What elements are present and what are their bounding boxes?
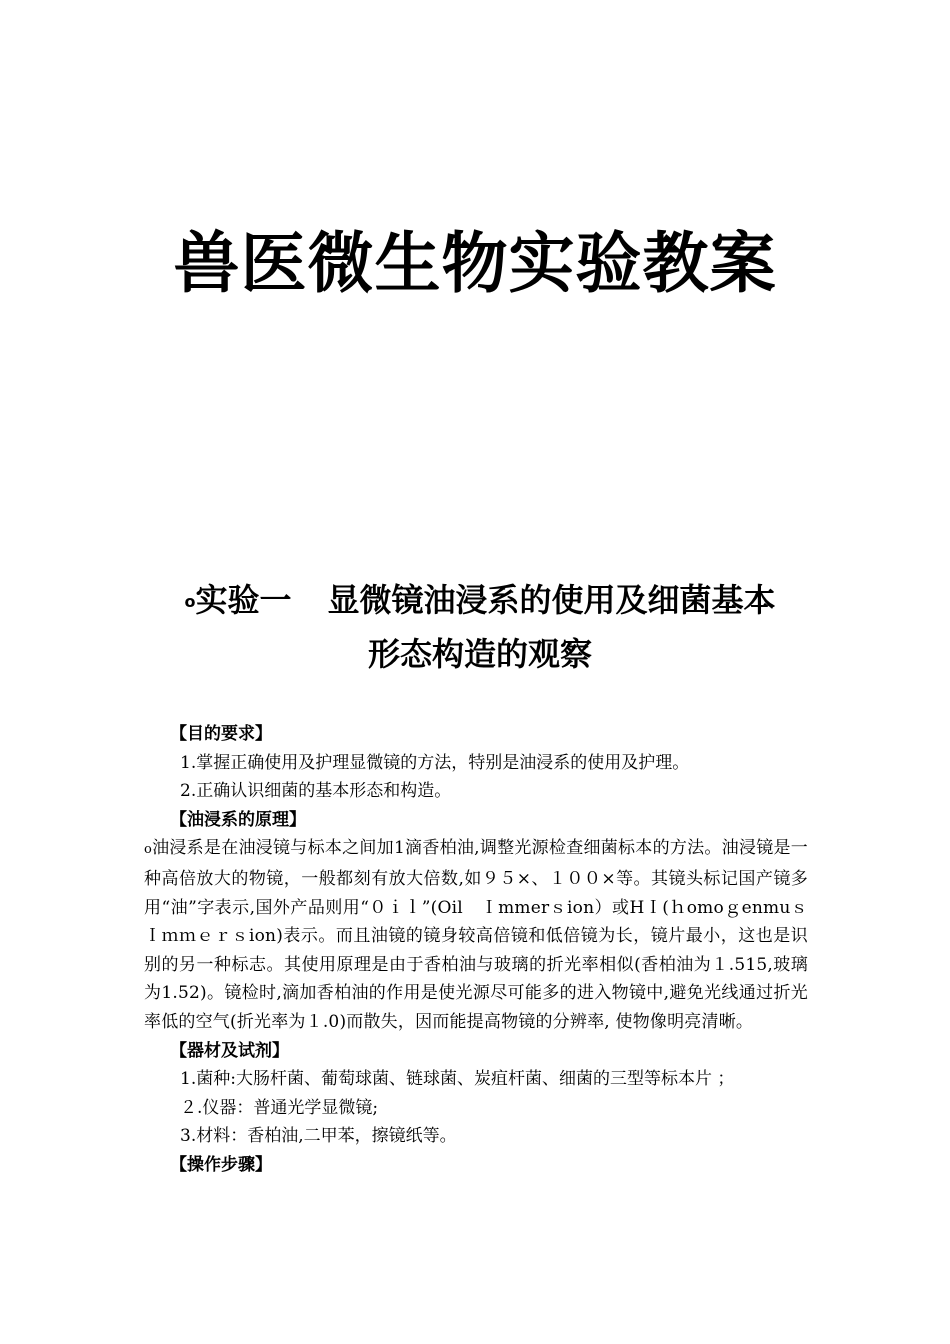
paragraph-marker-icon: o: [144, 842, 153, 858]
materials-item-2: ２.仪器：普通光学显微镜;: [180, 1097, 379, 1118]
section-heading-purpose: 【目的要求】: [170, 724, 272, 744]
document-body: [144, 720, 826, 1180]
purpose-item-2: 2.正确认识细菌的基本形态和构造。: [180, 781, 452, 802]
document-title: 兽医微生物实验教案: [173, 225, 777, 302]
experiment-title: [140, 574, 820, 680]
experiment-title-line-1: [140, 574, 820, 628]
principle-text: 油浸系是在油浸镜与标本之间加1滴香柏油,调整光源检查细菌标本的方法。油浸镜是一种高倍放大的物镜，一般都刻有放大倍数,如９５×、１００×等。其镜头标记国产镜多用“油”字表示,国外产品则用“０ｉｌ”(Oil Ｉmmerｓion）或HＩ(ｈomoｇenmuｓ Ｉｍｍｅｒｓion)表示。而且油镜的镜身较高倍镜和低倍镜为长，镜片最小，这也是识别的另一种标志。其使用原理是由于香柏油与玻璃的折光率相似(香柏油为１.515,玻璃为1.52)。镜检时,滴加香柏油的作用是使光源尽可能多的进入物镜中,避免光线通过折光率低的空气(折光率为１.0)而散失，因而能提高物镜的分辨率, 使物像明亮清晰。: [144, 838, 826, 1032]
experiment-title-text-1: 显微镜油浸系的使用及细菌基本: [327, 581, 776, 619]
bullet-marker-icon: o: [184, 592, 196, 611]
section-heading-materials: 【器材及试剂】: [170, 1040, 289, 1061]
materials-item-3: 3.材料：香柏油,二甲苯，擦镜纸等。: [180, 1126, 457, 1147]
principle-paragraph: [144, 834, 826, 1036]
experiment-label: 实验一: [195, 581, 292, 619]
section-heading-principle: 【油浸系的原理】: [170, 809, 306, 830]
materials-item-1: 1.菌种:大肠杆菌、葡萄球菌、链球菌、炭疽杆菌、细菌的三型等标本片 ；: [180, 1069, 735, 1090]
experiment-title-line-2: 形态构造的观察: [367, 635, 592, 673]
purpose-item-1: 1.掌握正确使用及护理显微镜的方法，特别是油浸系的使用及护理。: [180, 752, 690, 773]
section-heading-steps: 【操作步骤】: [170, 1154, 272, 1175]
